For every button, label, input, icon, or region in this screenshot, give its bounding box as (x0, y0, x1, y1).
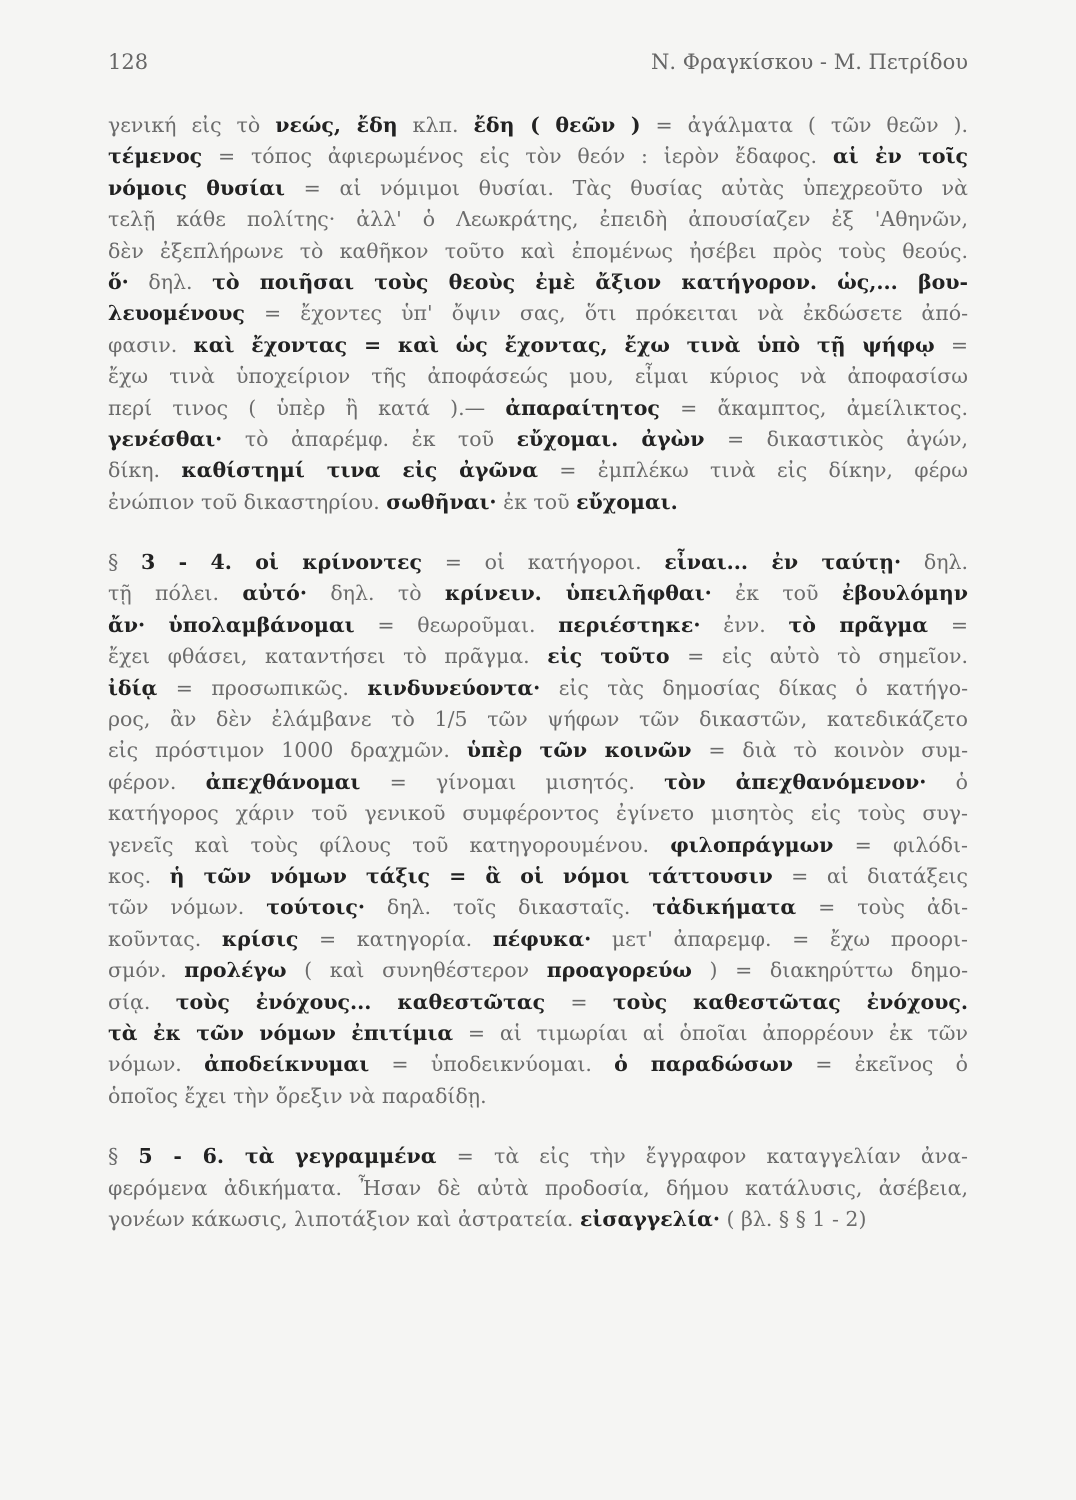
text-line (108, 1204, 968, 1235)
lemma-term: τὸ πρᾶγμα (788, 612, 929, 637)
lemma-term: προλέγω (184, 958, 287, 983)
gloss-text: = εἰς αὐτὸ τὸ σημεῖον. (669, 644, 968, 669)
text-line (108, 424, 968, 455)
text-line (108, 110, 968, 141)
gloss-text: ἐνώπιον τοῦ δικαστηρίου. (108, 489, 387, 514)
gloss-text: ( καὶ συνηθέστερον (286, 958, 547, 983)
text-line (108, 1081, 968, 1112)
text-line (108, 955, 968, 986)
text-line (108, 641, 968, 672)
gloss-text: = ἄκαμπτος, ἀμείλικτος. (659, 395, 968, 420)
text-line (108, 673, 968, 704)
gloss-text: = διὰ τὸ κοινὸν συμ- (691, 738, 968, 763)
lemma-term: 5 - 6. τὰ γεγραμμένα (138, 1144, 437, 1169)
paragraph-gap (108, 518, 968, 547)
gloss-text: ἐκ τοῦ (711, 581, 842, 606)
lemma-term: κρίνειν. ὑπειλῆφθαι· (444, 581, 712, 606)
lemma-term: ἀπαραίτητος (505, 395, 660, 420)
gloss-text: ) = διακηρύττω δημο- (691, 958, 969, 983)
text-line (108, 298, 968, 329)
gloss-text: δηλ. τοῖς δικασταῖς. (364, 895, 653, 920)
lemma-term: προαγορεύω (546, 958, 692, 983)
gloss-text: = ὑποδεικνύομαι. (369, 1052, 615, 1077)
text-line (108, 1141, 968, 1172)
text-line (108, 578, 968, 609)
lemma-term: εὔχομαι. ἀγὼν (516, 426, 705, 451)
text-line (108, 236, 968, 267)
gloss-text: δηλ. τὸ (306, 581, 445, 606)
lemma-term: τἀδικήματα (652, 895, 797, 920)
text-line (108, 830, 968, 861)
gloss-text: κλπ. (397, 113, 474, 137)
gloss-text: ἔχει φθάσει, καταντήσει τὸ πρᾶγμα. (108, 644, 548, 669)
lemma-term: καὶ ἔχοντας = καὶ ὡς ἔχοντας, ἔχω τινὰ ὑπὸ τῇ ψήφῳ (193, 332, 935, 357)
gloss-text: κος. (108, 863, 170, 888)
text-line (108, 704, 968, 735)
gloss-text: = δικαστικὸς ἀγών, (704, 426, 968, 451)
gloss-text: = (545, 989, 613, 1014)
text-line (108, 1049, 968, 1080)
lemma-term: τούτοις· (266, 895, 365, 920)
lemma-term: εἰσαγγελία· (579, 1206, 720, 1231)
gloss-text: = θεωροῦμαι. (354, 612, 559, 637)
gloss-text: ρος, ἂν δὲν ἐλάμβανε τὸ 1/5 τῶν ψήφων τῶν δικαστῶν, κατεδικάζετο (108, 707, 968, 732)
gloss-text: δηλ. (128, 269, 213, 294)
lemma-term: ἰδίᾳ (108, 675, 158, 700)
body-text (108, 110, 968, 1235)
gloss-text: δηλ. (901, 550, 968, 575)
lemma-term: ἀπεχθάνομαι (205, 769, 361, 794)
gloss-text: φέρον. (108, 769, 206, 794)
lemma-term: τοὺς ἐνόχους... καθεστῶτας (175, 989, 546, 1014)
lemma-term: ἐβουλόμην (841, 581, 968, 606)
text-line (108, 924, 968, 955)
gloss-text: = αἱ τιμωρίαι αἱ ὁποῖαι ἀπορρέουν ἐκ τῶν (453, 1020, 968, 1045)
running-header (108, 50, 968, 74)
gloss-text: = αἱ διατάξεις (772, 863, 968, 888)
gloss-text: ὁ (926, 769, 968, 794)
paragraph (108, 1141, 968, 1235)
gloss-text: = ἐμπλέκω τινὰ εἰς δίκην, φέρω (537, 458, 968, 483)
lemma-term: αἱ ἐν τοῖς (832, 144, 968, 169)
lemma-term: γενέσθαι· (108, 426, 223, 451)
gloss-text: γενεῖς καὶ τοὺς φίλους τοῦ κατηγορουμένου. (108, 832, 671, 857)
lemma-term: τοὺς καθεστῶτας ἐνόχους. (612, 989, 968, 1014)
text-line (108, 892, 968, 923)
text-line (108, 798, 968, 829)
lemma-term: τὰ ἐκ τῶν νόμων ἐπιτίμια (108, 1020, 454, 1045)
lemma-term: εἰς τοῦτο (547, 644, 670, 669)
gloss-text: § (108, 550, 141, 575)
lemma-term: καθίστημί τινα εἰς ἀγῶνα (181, 458, 538, 483)
text-line (108, 361, 968, 392)
gloss-text: § (108, 1144, 139, 1169)
gloss-text: = ἀγάλματα ( τῶν θεῶν ). (640, 113, 969, 137)
lemma-term: 3 - 4. οἱ κρίνοντες (141, 550, 422, 575)
lemma-term: τὸν ἀπεχθανόμενον· (664, 769, 927, 794)
gloss-text: τὸ ἀπαρέμφ. ἐκ τοῦ (222, 426, 517, 451)
gloss-text: δίκη. (108, 458, 182, 483)
lemma-term: σωθῆναι· (386, 489, 497, 514)
lemma-term: νόμοις θυσίαι (108, 175, 285, 200)
gloss-text: = (934, 332, 968, 357)
gloss-text: = προσωπικῶς. (157, 675, 368, 700)
lemma-term: λευομένους (108, 301, 245, 326)
lemma-term: περιέστηκε· (558, 612, 701, 637)
gloss-text: κοῦντας. (108, 926, 222, 951)
gloss-text: σμόν. (108, 958, 185, 983)
text-line (108, 861, 968, 892)
gloss-text: = τόπος ἀφιερωμένος εἰς τὸν θεόν : ἱερὸν ἔδαφος. (202, 144, 833, 169)
text-line (108, 735, 968, 766)
lemma-term: ὅ· (108, 269, 129, 294)
lemma-term: κινδυνεύοντα· (367, 675, 541, 700)
text-line (108, 767, 968, 798)
gloss-text: ἐνν. (700, 612, 789, 637)
running-title: Ν. Φραγκίσκου - Μ. Πετρίδου (651, 50, 968, 74)
text-line (108, 267, 968, 298)
lemma-term: ἔδη ( θεῶν ) (473, 113, 641, 137)
text-line (108, 393, 968, 424)
text-line (108, 204, 968, 235)
lemma-term: εἶναι... ἐν ταύτῃ· (664, 550, 902, 575)
text-line (108, 547, 968, 578)
gloss-text: ἐκ τοῦ (496, 489, 577, 514)
gloss-text: φασιν. (108, 332, 194, 357)
text-line (108, 987, 968, 1018)
gloss-text: ὁποῖος ἔχει τὴν ὄρεξιν νὰ παραδίδῃ. (108, 1083, 487, 1108)
lemma-term: ἀποδείκνυμαι (204, 1052, 370, 1077)
text-line (108, 610, 968, 641)
text-line (108, 1018, 968, 1049)
lemma-term: φιλοπράγμων (670, 832, 834, 857)
text-line (108, 330, 968, 361)
text-line (108, 173, 968, 204)
lemma-term: εὔχομαι. (576, 489, 678, 514)
lemma-term: τὸ ποιῆσαι τοὺς θεοὺς ἐμὲ ἄξιον κατήγορον. ὡς,... βου- (212, 269, 968, 294)
gloss-text: = τὰ εἰς τὴν ἔγγραφον καταγγελίαν ἀνα- (436, 1144, 968, 1169)
gloss-text: τῇ πόλει. (108, 581, 243, 606)
gloss-text: = κατηγορία. (298, 926, 493, 951)
gloss-text: γονέων κάκωσις, λιποτάξιον καὶ ἀστρατεία. (108, 1206, 580, 1231)
paragraph-gap (108, 1112, 968, 1141)
lemma-term: ὑπὲρ τῶν κοινῶν (466, 738, 692, 763)
lemma-term: ἡ τῶν νόμων τάξις = ἃ οἱ νόμοι τάττουσιν (169, 863, 773, 888)
gloss-text: σίᾳ. (108, 989, 176, 1014)
text-line (108, 1173, 968, 1204)
gloss-text: = ἐκεῖνος ὁ (792, 1052, 968, 1077)
lemma-term: πέφυκα· (492, 926, 592, 951)
gloss-text: ἔχω τινὰ ὑποχείριον τῆς ἀποφάσεώς μου, εἶμαι κύριος νὰ ἀποφασίσω (108, 364, 968, 389)
gloss-text: = ἔχοντες ὑπ' ὄψιν σας, ὅτι πρόκειται νὰ ἐκδώσετε ἀπό- (244, 301, 968, 326)
gloss-text: = φιλόδι- (833, 832, 968, 857)
gloss-text: φερόμενα ἀδικήματα. Ἦσαν δὲ αὐτὰ προδοσία, δήμου κατάλυσις, ἀσέβεια, (108, 1175, 968, 1200)
paragraph (108, 110, 968, 518)
gloss-text: = οἱ κατήγοροι. (422, 550, 665, 575)
text-line (108, 455, 968, 486)
gloss-text: εἰς τὰς δημοσίας δίκας ὁ κατήγο- (540, 675, 968, 700)
gloss-text: νόμων. (108, 1052, 205, 1077)
gloss-text: = (928, 612, 968, 637)
text-line (108, 487, 968, 518)
gloss-text: τῶν νόμων. (108, 895, 267, 920)
gloss-text: εἰς πρόστιμον 1000 δραχμῶν. (108, 738, 467, 763)
gloss-text: περί τινος ( ὑπὲρ ἢ κατά ).— (108, 395, 506, 420)
gloss-text: γενική εἰς τὸ (108, 113, 276, 137)
gloss-text: = γίνομαι μισητός. (360, 769, 665, 794)
lemma-term: αὐτό· (242, 581, 307, 606)
lemma-term: τέμενος (108, 144, 203, 169)
gloss-text: δὲν ἐξεπλήρωνε τὸ καθῆκον τοῦτο καὶ ἐπομένως ἠσέβει πρὸς τοὺς θεούς. (108, 238, 968, 263)
gloss-text: κατήγορος χάριν τοῦ γενικοῦ συμφέροντος ἐγίνετο μισητὸς εἰς τοὺς συγ- (108, 801, 968, 826)
gloss-text: μετ' ἀπαρεμφ. = ἔχω προορι- (591, 926, 968, 951)
gloss-text: = αἱ νόμιμοι θυσίαι. Τὰς θυσίας αὐτὰς ὑπεχρεοῦτο νὰ (284, 175, 968, 200)
paragraph (108, 547, 968, 1112)
lemma-term: νεώς, ἔδη (275, 113, 398, 137)
page-number: 128 (108, 50, 149, 74)
lemma-term: ἄν· ὑπολαμβάνομαι (108, 612, 355, 637)
lemma-term: ὁ παραδώσων (614, 1052, 793, 1077)
gloss-text: τελῇ κάθε πολίτης· ἀλλ' ὁ Λεωκράτης, ἐπειδὴ ἀπουσίαζεν ἐξ 'Αθηνῶν, (108, 207, 968, 232)
gloss-text: = τοὺς ἀδι- (796, 895, 968, 920)
text-line (108, 141, 968, 172)
gloss-text: ( βλ. § § 1 - 2) (719, 1206, 867, 1231)
lemma-term: κρίσις (221, 926, 299, 951)
